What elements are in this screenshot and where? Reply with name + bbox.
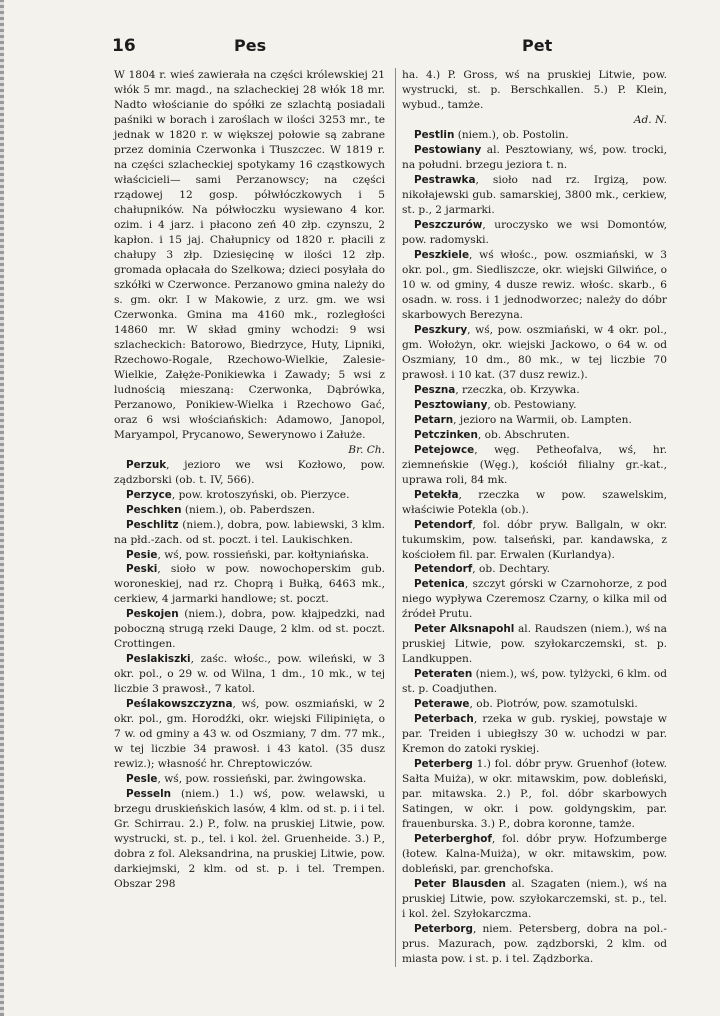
entry-headword: Pesle (126, 773, 158, 786)
dictionary-entry (402, 712, 667, 757)
entry-text: , zaśc. włośc., pow. wileński, w 3 okr. pol., o 29 w. od Wilna, 1 dm., 10 mk., w tej liczbie 3 prawosł., 7 katol. (114, 653, 385, 696)
entry-text: (niem.), ob. Postolin. (454, 128, 569, 141)
dictionary-entry (114, 518, 385, 548)
entry-headword: Peterawe (414, 698, 470, 711)
dictionary-entry (402, 667, 667, 697)
entry-headword: Petenica (414, 578, 465, 591)
dictionary-entry (114, 562, 385, 607)
entry-text: W 1804 r. wieś zawierała na części królewskiej 21 włók 5 mr. magd., na szlacheckiej 28 włók 18 mr. Nadto włościanie do spółki ze szlachtą posiadali paśniki w borach i zaroślach w ilości 3253 mr., te jednak w 1820 r. w większej połowie są zabrane przez dominia Czerwonka i Tłuszczec. W 1819 r. na części szlacheckiej spotykamy 16 cząstkowych właścicieli— sami Perzanowscy; na części rządowej 12 gosp. półwłóczkowych i 5 chałupników. Na półwłoczku wysiewano 4 kor. ozim. i 4 jarz. i płacono zeń 40 złp. czynszu, 2 kapłon. i 15 jaj. Chałupnicy od 1820 r. płacili z chałupy 3 złp. Dziesięcinę w ilości 12 złp. gromada opłacała do Szelkowa; dzieci posyłała do szkółki w Czerwonce. Perzanowo gmina należy do s. gm. okr. I w Makowie, z urz. gm. we wsi Czerwonka. Gmina ma 4160 mk., rozległości 14860 mr. W skład gminy wchodzi: 9 wsi szlacheckich: Batorowo, Biedrzyce, Huty, Lipniki, Rzechowo-Rogale, Rzechowo-Wielkie, Zalesie-Wielkie, Załęże-Ponikiewka i Zawady; 5 wsi z ludnością mieszaną: Czerwonka, Dąbrówka, Perzanowo, Ponikiew-Wielka i Rzechowo Gać, oraz 6 wsi włościańskich: Adamowo, Janopol, Maryampol, Prycanowo, Sewerynowo i Załuże. (114, 69, 385, 441)
scan-edge (0, 0, 4, 1016)
entry-headword: Peslakiszki (126, 653, 191, 666)
dictionary-entry (402, 428, 667, 443)
entry-headword: Pesie (126, 548, 158, 561)
dictionary-entry (114, 787, 385, 892)
dictionary-entry (402, 68, 667, 128)
dictionary-entry (402, 877, 667, 922)
dictionary-entry (402, 488, 667, 518)
entry-headword: Petczinken (414, 428, 478, 441)
entry-text: , ob. Dechtary. (472, 563, 551, 576)
entry-headword: Peterberghof (414, 833, 492, 846)
entry-text: , ob. Pestowiany. (487, 398, 577, 411)
entry-headword: Peschken (126, 503, 182, 516)
entry-text: , jezioro we wsi Kozłowo, pow. ządzborski (ob. t. IV, 566). (114, 458, 385, 486)
entry-text: (niem.), dobra, pow. kłajpedzki, nad poboczną strugą rzeki Dauge, 2 klm. od st. poczt. Crottingen. (114, 608, 385, 651)
entry-text: , rzeczka, ob. Krzywka. (455, 383, 580, 396)
running-header (112, 36, 664, 60)
entry-text: , szczyt górski w Czarnohorze, z pod niego wypływa Czeremosz Czarny, o kilka mil od źródeł Prutu. (402, 578, 667, 621)
author-signature: Br. Ch. (348, 443, 385, 456)
page-number: 16 (112, 36, 136, 56)
entry-headword: Pesztowiany (414, 398, 488, 411)
entry-text: , węg. Petheofalva, wś, hr. ziemneńskie (Węg.), kościół filialny gr.-kat., uprawa roli, 84 mk. (402, 443, 667, 486)
entry-text: (niem.) 1.) wś, pow. welawski, u brzegu druskieńskich lasów, 4 klm. od st. p. i i tel. Gr. Schirrau. 2.) P., folw. na pruskiej Litwie, pow. wystrucki, st. p., tel. i kol. żel. Gruenheide. 3.) P., dobra z fol. Aleksandrina, na pruskiej Litwie, pow. darkiejmski, 2 klm. od st. p. i tel. Trempen. Obszar 298 (114, 788, 385, 891)
entry-text: , wś, pow. oszmiański, w 4 okr. pol., gm. Wołożyn, okr. wiejski Jackowo, o 64 w. od Oszmiany, 10 dm., 80 mk., w tej liczbie 70 prawosł. i 10 kat. (37 dusz rewiz.). (402, 323, 667, 381)
dictionary-entry (402, 248, 667, 323)
entry-text: , uroczysko we wsi Domontów, pow. radomyski. (402, 218, 667, 246)
dictionary-entry (114, 488, 385, 503)
dictionary-entry (402, 622, 667, 667)
dictionary-entry (114, 68, 385, 458)
entry-headword: Peślakowszczyzna (126, 698, 233, 711)
entry-text: , sioło nad rz. Irgizą, pow. nikołajewski gub. samarskiej, 3800 mk., cerkiew, st. p., 2 jarmarki. (402, 173, 667, 216)
dictionary-entry (114, 458, 385, 488)
entry-headword: Pestlin (414, 128, 455, 141)
entry-text: al. Pesztowiany, wś, pow. trocki, na południ. brzegu jeziora t. n. (402, 143, 667, 171)
entry-headword: Perzuk (126, 458, 167, 471)
entry-text: (niem.), wś, pow. tylżycki, 6 klm. od st. p. Coadjuthen. (402, 668, 667, 696)
dictionary-entry (402, 173, 667, 218)
entry-text: , ob. Abschruten. (477, 428, 570, 441)
entry-headword: Peski (126, 563, 158, 576)
entry-text: , wś, pow. rossieński, par. żwingowska. (157, 773, 367, 786)
entry-text: , rzeczka w pow. szawelskim, właściwie Potekla (ob.). (402, 488, 667, 516)
entry-text: , wś, pow. oszmiański, w 2 okr. pol., gm. Horodźki, okr. wiejski Filipinięta, o 7 w. od gminy a 43 w. od Oszmiany, 7 dm. 77 mk., w tej liczbie 34 prawosł. i 43 katol. (35 dusz rewiz.); własność hr. Chreptowiczów. (114, 698, 385, 771)
entry-headword: Peskojen (126, 608, 179, 621)
entry-headword: Perzyce (126, 488, 172, 501)
entry-headword: Peszna (414, 383, 456, 396)
entry-headword: Peter Alksnapohl (414, 623, 515, 636)
entry-headword: Petejowce (414, 443, 475, 456)
entry-text: (niem.), ob. Paberdszen. (181, 503, 315, 516)
entry-headword: Peszkiele (414, 248, 470, 261)
author-signature: Ad. N. (633, 113, 667, 126)
dictionary-entry (402, 577, 667, 622)
entry-headword: Peszczurów (414, 218, 483, 231)
entry-headword: Peteraten (414, 668, 473, 681)
dictionary-entry (114, 652, 385, 697)
entry-text: 1.) fol. dóbr pryw. Gruenhof (łotew. Sałta Muiża), w okr. mitawskim, pow. dobleński, par. mitawska. 2.) P., fol. dóbr skarbowych Satingen, w okr. i pow. goldyngskim, par. frauenburska. 3.) P., dobra koronne, tamże. (402, 758, 667, 831)
entry-headword: Peschlitz (126, 518, 179, 531)
entry-headword: Petarn (414, 413, 454, 426)
dictionary-entry (402, 398, 667, 413)
dictionary-entry (402, 143, 667, 173)
entry-text: , fol. dóbr pryw. Hofzumberge (łotew. Kalna-Muiża), w okr. mitawskim, pow. dobleński, par. grenchofska. (402, 833, 667, 876)
dictionary-entry (402, 128, 667, 143)
dictionary-entry (402, 218, 667, 248)
entry-text: , pow. krotoszyński, ob. Pierzyce. (171, 488, 350, 501)
dictionary-entry (402, 443, 667, 488)
entry-headword: Petendorf (414, 563, 473, 576)
entry-text: , wś włośc., pow. oszmiański, w 3 okr. pol., gm. Siedliszcze, okr. wiejski Gilwińce, o 10 w. od gminy, 4 dusze rewiz. włośc. skarb., 6 osadn. w. ross. i 1 jednodworzec; należy do dóbr skarbowych Berezyna. (402, 248, 667, 321)
dictionary-entry (114, 548, 385, 563)
dictionary-entry (402, 697, 667, 712)
dictionary-entry (114, 607, 385, 652)
dictionary-entry (114, 772, 385, 787)
entry-headword: Pesseln (126, 788, 172, 801)
dictionary-entry (402, 383, 667, 398)
entry-headword: Peszkury (414, 323, 468, 336)
header-right-word: Pet (522, 36, 553, 55)
entry-headword: Pestrawka (414, 173, 476, 186)
entry-text: , wś, pow. rossieński, par. kołtyniańska. (157, 548, 370, 561)
entry-text: al. Raudszen (niem.), wś na pruskiej Litwie, pow. szyłokarczemski, st. p. Landkuppen. (402, 623, 667, 666)
dictionary-entry (402, 413, 667, 428)
dictionary-entry (402, 922, 667, 967)
right-column (395, 68, 667, 967)
dictionary-entry (402, 832, 667, 877)
entry-text: , sioło w pow. nowochoperskim gub. woroneskiej, nad rz. Choprą i Bułką, 6463 mk., cerkiew, 4 jarmarki handlowe; st. poczt. (114, 563, 385, 606)
entry-headword: Peterberg (414, 758, 473, 771)
entry-text: (niem.), dobra, pow. labiewski, 3 klm. na płd.-zach. od st. poczt. i tel. Laukischken. (114, 518, 385, 546)
entry-text: , niem. Petersberg, dobra na pol.-prus. Mazurach, pow. ządzborski, 2 klm. od miasta pow. i st. p. i tel. Ządzborka. (402, 923, 667, 966)
dictionary-entry (114, 697, 385, 772)
header-left-word: Pes (234, 36, 267, 55)
entry-text: al. Szagaten (niem.), wś na pruskiej Litwie, pow. szyłokarczemski, st. p., tel. i kol. żel. Szyłokarczma. (402, 878, 667, 921)
entry-text: , jezioro na Warmii, ob. Lampten. (453, 413, 632, 426)
dictionary-entry (402, 562, 667, 577)
entry-headword: Peter Blausden (414, 878, 506, 891)
entry-text: , ob. Piotrów, pow. szamotulski. (469, 698, 638, 711)
left-column (114, 68, 385, 892)
entry-headword: Petendorf (414, 518, 473, 531)
dictionary-entry (402, 323, 667, 383)
dictionary-entry (402, 518, 667, 563)
entry-headword: Peterborg (414, 923, 473, 936)
entry-text: , fol. dóbr pryw. Ballgaln, w okr. tukumskim, pow. talseński, par. kandawska, z kościołem fil. par. Erwalen (Kurlandya). (402, 518, 667, 561)
dictionary-entry (114, 503, 385, 518)
entry-text: ha. 4.) P. Gross, wś na pruskiej Litwie, pow. wystrucki, st. p. Berschkallen. 5.) P. Klein, wybud., tamże. (402, 69, 667, 111)
entry-text: , rzeka w gub. ryskiej, powstaje w par. Treiden i ubiegłszy 30 w. uchodzi w par. Kremon do zatoki ryskiej. (402, 713, 667, 756)
entry-headword: Pestowiany (414, 143, 482, 156)
entry-headword: Peterbach (414, 713, 474, 726)
entry-headword: Petekła (414, 488, 459, 501)
dictionary-entry (402, 757, 667, 832)
